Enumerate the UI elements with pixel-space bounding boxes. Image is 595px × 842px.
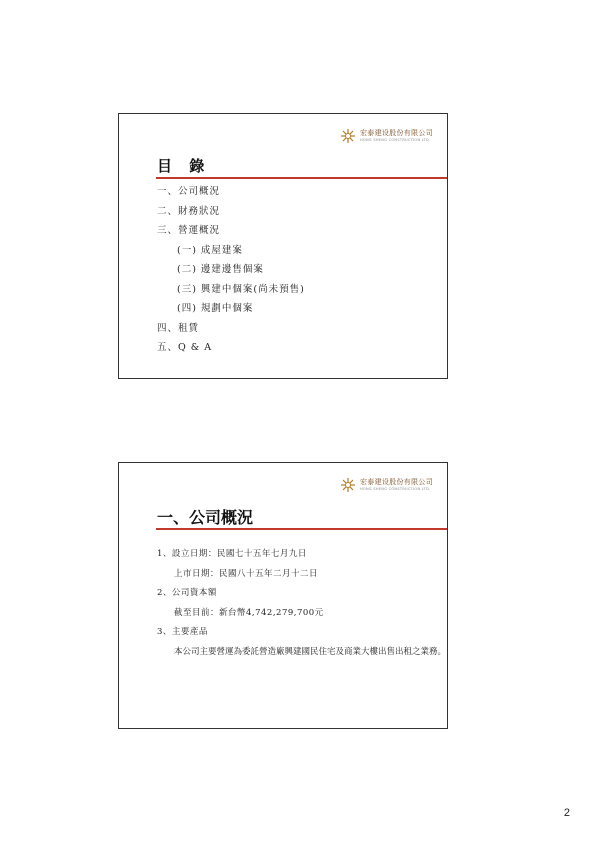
products-heading: 3、主要產品 <box>157 627 208 637</box>
list-item: 一、公司概況 <box>157 186 221 197</box>
company-logo <box>340 477 433 493</box>
capital-amount: 截至目前：新台幣4,742,279,700元 <box>174 607 324 618</box>
capital-heading: 2、公司資本額 <box>157 588 217 598</box>
slide-table-of-contents <box>118 113 448 379</box>
company-logo <box>340 128 433 144</box>
overview-body <box>157 545 449 659</box>
sunburst-logo-icon <box>340 128 356 144</box>
logo-name-en: HONG SHENG CONSTRUCTION LTD. <box>360 137 431 142</box>
logo-name-cn: 宏泰建设股份有限公司 <box>360 477 433 486</box>
list-item: 三、營運概況 <box>157 225 221 236</box>
established-date: 1、設立日期：民國七十五年七月九日 <box>157 549 307 559</box>
list-item: 四、租賃 <box>157 322 200 334</box>
list-item: 五、Q & A <box>157 342 213 353</box>
products-description: 本公司主要營運為委託營造廠興建國民住宅及商業大樓出售出租之業務。 <box>174 646 447 657</box>
list-item: (四) 規劃中個案 <box>177 303 254 314</box>
logo-name-en: HONG SHENG CONSTRUCTION LTD. <box>360 486 431 491</box>
sunburst-logo-icon <box>340 477 356 493</box>
slide-company-overview <box>118 462 448 729</box>
logo-name-cn: 宏泰建设股份有限公司 <box>360 128 433 137</box>
slide-title: 一、公司概況 <box>157 508 254 527</box>
list-item: 二、財務狀況 <box>157 205 221 217</box>
list-item: (三) 興建中個案(尚未預售) <box>177 283 305 295</box>
listing-date: 上市日期：民國八十五年二月十二日 <box>174 568 319 579</box>
contents-list <box>157 182 305 358</box>
page-number: 2 <box>563 807 570 819</box>
title-divider <box>156 528 447 530</box>
slide-title: 目 錄 <box>157 157 211 175</box>
list-item: (二) 邊建邊售個案 <box>177 264 264 275</box>
list-item: (一) 成屋建案 <box>177 244 243 256</box>
title-divider <box>156 177 447 179</box>
